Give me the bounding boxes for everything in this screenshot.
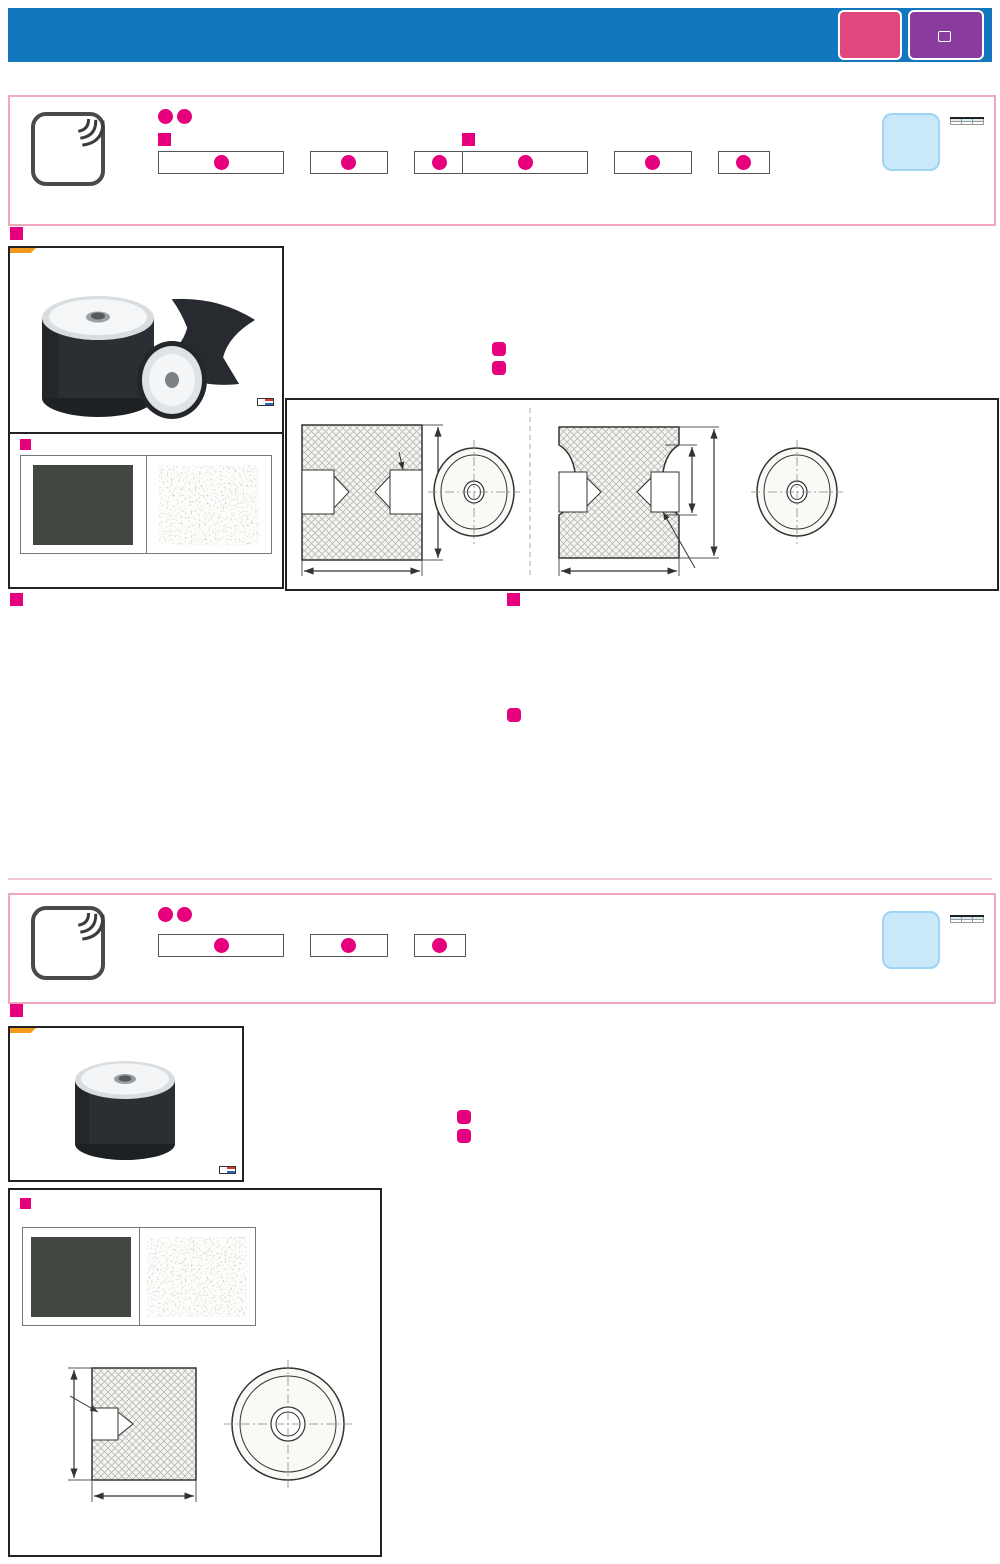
- warning-icon: [507, 708, 521, 722]
- pink-square-icon: [10, 593, 23, 606]
- pink-square-icon: [462, 133, 475, 146]
- product-photo-box-2: [8, 1026, 244, 1182]
- wax-after-cell: [140, 1228, 256, 1325]
- pink-square-icon: [507, 593, 520, 606]
- price-block: [882, 911, 984, 977]
- technical-drawing-single: [10, 1350, 376, 1540]
- pink-square-icon: [20, 1198, 31, 1209]
- product-photo: [20, 270, 270, 428]
- wax-after-cell: [147, 456, 272, 553]
- single-order-group: [158, 929, 466, 964]
- cad-download-badge[interactable]: [219, 1166, 236, 1174]
- cylindrical-order-group: [158, 133, 466, 181]
- pink-square-icon: [10, 227, 23, 240]
- notes-2: [457, 1108, 990, 1146]
- waist-order-group: [462, 133, 770, 181]
- section-2-label: [10, 1004, 29, 1017]
- waist-table-label: [507, 593, 526, 606]
- cart-icon: [938, 31, 951, 42]
- drawing-box-2: [8, 1188, 382, 1557]
- step-1-icon: [158, 907, 173, 922]
- ordering-instruction: [158, 109, 194, 124]
- technical-drawings: [287, 400, 993, 585]
- product-photo: [50, 1044, 200, 1164]
- ordering-guide-box-2: [8, 893, 996, 1004]
- wax-before-photo: [33, 465, 133, 545]
- step-3-icon: [177, 907, 192, 922]
- discount-price-table: [950, 915, 984, 923]
- part-number-formula: [158, 934, 466, 957]
- cad-download-badge[interactable]: [257, 398, 274, 406]
- stock-badge: [10, 248, 36, 253]
- step-1-icon: [158, 109, 173, 124]
- pink-square-icon: [20, 439, 31, 450]
- yen-icon: [882, 911, 940, 969]
- yen-icon: [882, 113, 940, 171]
- phone-24-icon: [30, 111, 106, 187]
- part-number-formula: [462, 151, 770, 174]
- wax-after-photo: [159, 465, 259, 545]
- page-header: [8, 8, 992, 62]
- wax-before-cell: [21, 456, 147, 553]
- notes-1: [492, 340, 990, 378]
- pink-square-icon: [158, 133, 171, 146]
- warning-icon: [492, 361, 506, 375]
- cylindrical-table-label: [10, 593, 29, 606]
- wax-comparison-label: [20, 1198, 36, 1209]
- ordering-guide-box-1: [8, 95, 996, 226]
- price-block: [882, 113, 984, 179]
- fast-shipping-badge: [838, 10, 902, 60]
- discount-price-table: [950, 117, 984, 125]
- phone-24-icon: [30, 905, 106, 981]
- wax-before-cell: [23, 1228, 140, 1325]
- wax-comparison-section: [10, 432, 282, 559]
- header-badges: [838, 10, 984, 60]
- wax-after-photo: [147, 1237, 247, 1317]
- stock-badge: [10, 1028, 36, 1033]
- warning-icon: [457, 1110, 471, 1124]
- section-1-label: [10, 227, 29, 240]
- technical-drawing-box-1: [285, 398, 999, 591]
- part-number-formula: [158, 151, 466, 174]
- waist-note: [507, 706, 526, 725]
- warning-icon: [492, 342, 506, 356]
- wax-before-photo: [31, 1237, 131, 1317]
- bulk-order-badge: [908, 10, 984, 60]
- step-3-icon: [177, 109, 192, 124]
- pink-square-icon: [10, 1004, 23, 1017]
- ordering-instruction: [158, 907, 194, 922]
- wax-comparison-grid: [22, 1227, 256, 1326]
- warning-icon: [457, 1129, 471, 1143]
- product-photo-box-1: [8, 246, 284, 589]
- section-divider: [8, 878, 992, 880]
